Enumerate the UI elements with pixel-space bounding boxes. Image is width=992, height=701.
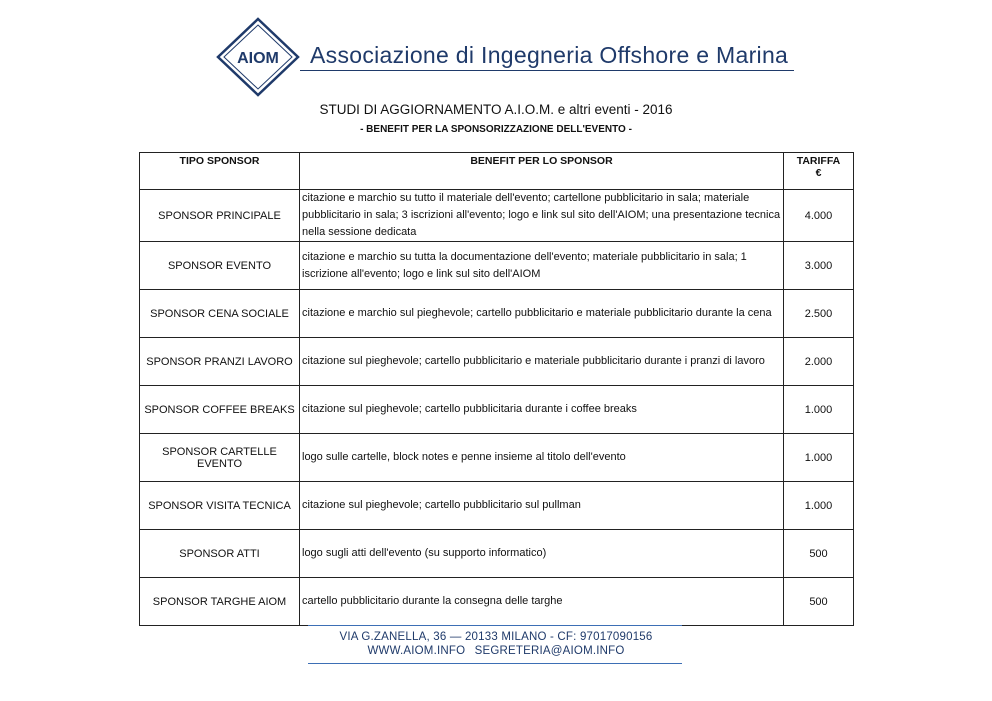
footer-bottom-rule bbox=[308, 663, 682, 664]
price-cell: 500 bbox=[784, 578, 854, 626]
header-rule bbox=[300, 70, 794, 71]
sponsor-type-cell: SPONSOR EVENTO bbox=[140, 242, 300, 290]
price-cell: 2.000 bbox=[784, 338, 854, 386]
sponsor-type-cell: SPONSOR CENA SOCIALE bbox=[140, 290, 300, 338]
price-cell: 2.500 bbox=[784, 290, 854, 338]
sponsor-type-cell: SPONSOR VISITA TECNICA bbox=[140, 482, 300, 530]
header-currency: € bbox=[815, 167, 822, 179]
price-cell: 500 bbox=[784, 530, 854, 578]
benefit-cell: citazione sul pieghevole; cartello pubblicitario e materiale pubblicitario durante i pranzi di lavoro bbox=[300, 338, 784, 386]
table-row bbox=[140, 530, 854, 578]
header-tariffa bbox=[784, 153, 854, 190]
sponsor-type-cell: SPONSOR PRANZI LAVORO bbox=[140, 338, 300, 386]
logo-text: AIOM bbox=[237, 50, 279, 67]
benefit-cell: citazione e marchio su tutta la documentazione dell'evento; materiale pubblicitario in sala; 1 iscrizione all'evento; logo e link sul sito dell'AIOM bbox=[300, 242, 784, 290]
sponsor-type-cell: SPONSOR ATTI bbox=[140, 530, 300, 578]
aiom-logo bbox=[216, 17, 300, 97]
benefit-cell: citazione e marchio sul pieghevole; cartello pubblicitario e materiale pubblicitario durante la cena bbox=[300, 290, 784, 338]
table-row bbox=[140, 482, 854, 530]
document-title: STUDI DI AGGIORNAMENTO A.I.O.M. e altri eventi - 2016 bbox=[319, 102, 673, 117]
footer-top-rule bbox=[308, 625, 682, 626]
sponsor-type-cell: SPONSOR CARTELLE EVENTO bbox=[140, 434, 300, 482]
header-tipo-sponsor: TIPO SPONSOR bbox=[140, 153, 300, 190]
table-row bbox=[140, 386, 854, 434]
aiom-logo-diamond bbox=[216, 17, 300, 97]
price-cell: 1.000 bbox=[784, 386, 854, 434]
header-tariffa-label: TARIFFA bbox=[796, 155, 841, 167]
table-header-row bbox=[140, 153, 854, 190]
price-cell: 1.000 bbox=[784, 482, 854, 530]
table-row bbox=[140, 578, 854, 626]
footer-address: VIA G.ZANELLA, 36 — 20133 MILANO - CF: 97017090156 bbox=[339, 631, 653, 643]
price-cell: 4.000 bbox=[784, 190, 854, 242]
footer-contacts bbox=[0, 645, 992, 657]
price-cell: 3.000 bbox=[784, 242, 854, 290]
header-benefit: BENEFIT PER LO SPONSOR bbox=[300, 153, 784, 190]
benefit-cell: logo sulle cartelle, block notes e penne insieme al titolo dell'evento bbox=[300, 434, 784, 482]
sponsor-table bbox=[139, 152, 854, 626]
table-row bbox=[140, 290, 854, 338]
sponsor-type-cell: SPONSOR COFFEE BREAKS bbox=[140, 386, 300, 434]
benefit-cell: logo sugli atti dell'evento (su supporto informatico) bbox=[300, 530, 784, 578]
footer-email-link[interactable]: SEGRETERIA@AIOM.INFO bbox=[474, 645, 625, 657]
document-subtitle: - BENEFIT PER LA SPONSORIZZAZIONE DELL'EVENTO - bbox=[360, 124, 632, 135]
table-row bbox=[140, 434, 854, 482]
sponsor-type-cell: SPONSOR PRINCIPALE bbox=[140, 190, 300, 242]
benefit-cell: citazione e marchio su tutto il materiale dell'evento; cartellone pubblicitario in sala; materiale pubblicitario in sala; 3 iscrizioni all'evento; logo e link sul sito dell'AIOM; una presentazione tecnica nella sessione dedicata bbox=[300, 190, 784, 242]
sponsor-type-cell: SPONSOR TARGHE AIOM bbox=[140, 578, 300, 626]
organization-name: Associazione di Ingegneria Offshore e Marina bbox=[310, 42, 789, 68]
price-cell: 1.000 bbox=[784, 434, 854, 482]
table-row bbox=[140, 242, 854, 290]
table-row bbox=[140, 190, 854, 242]
benefit-cell: citazione sul pieghevole; cartello pubblicitario sul pullman bbox=[300, 482, 784, 530]
footer-website-link[interactable]: WWW.AIOM.INFO bbox=[367, 645, 466, 657]
benefit-cell: citazione sul pieghevole; cartello pubblicitaria durante i coffee breaks bbox=[300, 386, 784, 434]
table-row bbox=[140, 338, 854, 386]
benefit-cell: cartello pubblicitario durante la consegna delle targhe bbox=[300, 578, 784, 626]
